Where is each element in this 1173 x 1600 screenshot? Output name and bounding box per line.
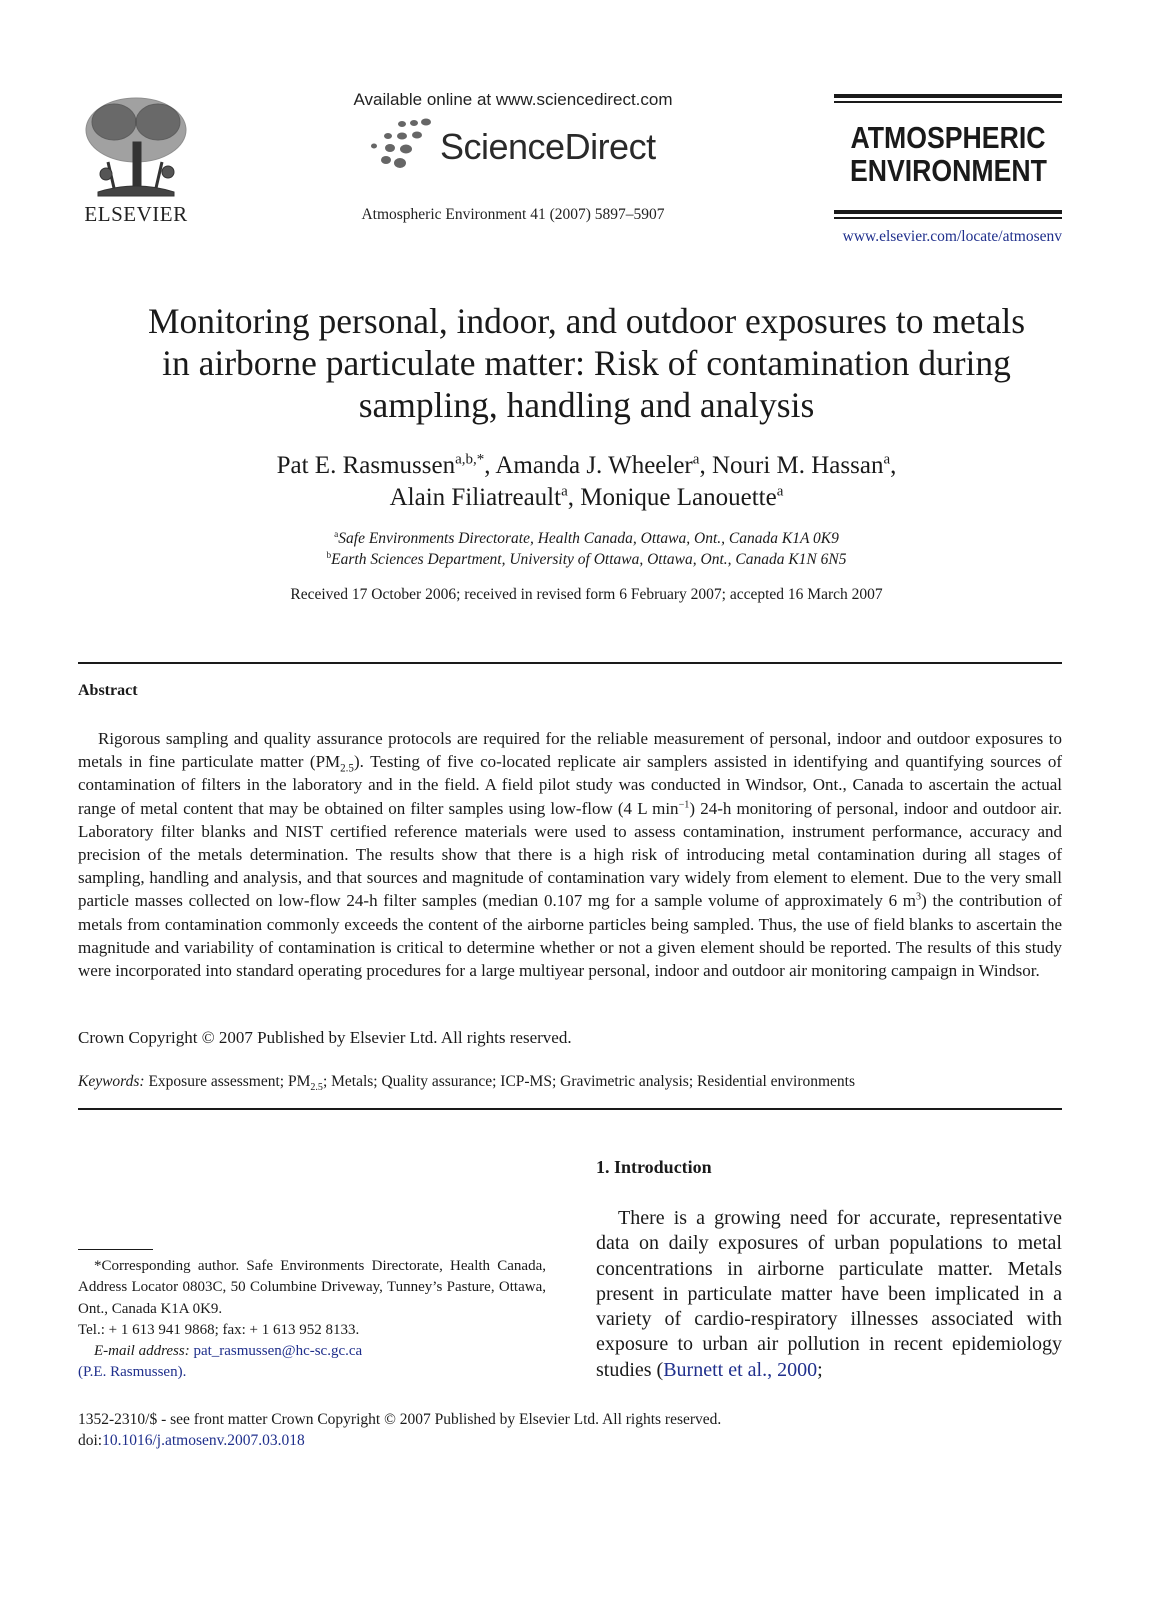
subscript: 2.5: [340, 762, 354, 775]
elsevier-logo: [78, 92, 194, 228]
author-affiliation-mark: a: [561, 483, 568, 500]
affiliation-a: [60, 528, 1113, 549]
abstract-body: [78, 727, 1062, 982]
affiliations: [60, 528, 1113, 570]
masthead-rule-bottom-thin: [834, 217, 1062, 219]
abstract-text-part: ) the contribution of metals from contamination commonly exceeds the content of the airborne particles being sampled. Thus, the use of field blanks to ascertain the magnitude and variability of contamination is critical to determine whether or not a given element should be reported. The results of this study were incorporated into standard operating procedures for a large multiyear personal, indoor and outdoor air monitoring campaign in Windsor.: [78, 891, 1062, 981]
author-separator: ,: [699, 452, 712, 479]
keywords-text: ; Metals; Quality assurance; ICP-MS; Gravimetric analysis; Residential environments: [322, 1073, 856, 1090]
affiliation-mark: b: [326, 550, 332, 561]
journal-masthead: [834, 94, 1062, 187]
publisher-name: ELSEVIER: [84, 202, 188, 226]
author-name[interactable]: Monique Lanouette: [580, 484, 777, 511]
abstract-text-part: ) 24-h monitoring of personal, indoor and outdoor air. Laboratory filter blanks and NIST certified reference materials were used to assess contamination, instrument performance, accuracy and precision of the metals determination. The results show that there is a high risk of introducing metal contamination during all stages of sampling, handling and analysis, and that sources and magnitude of contamination vary widely from element to element. Due to the very small particle masses collected on low-flow 24-h filter samples (median 0.107 mg for a sample volume of approximately 6 m: [78, 798, 1062, 911]
corresponding-author-text: *Corresponding author. Safe Environments Directorate, Health Canada, Address Locator 0803C, 50 Columbine Driveway, Tunney’s Pasture, Ottawa, Ont., Canada K1A 0K9.: [78, 1258, 546, 1317]
title-line: in airborne particulate matter: Risk of contamination during: [162, 343, 1011, 383]
affiliation-mark: a: [334, 529, 339, 540]
footnote-rule: [78, 1249, 153, 1250]
title-line: Monitoring personal, indoor, and outdoor exposures to metals: [147, 301, 1026, 341]
journal-citation: Atmospheric Environment 41 (2007) 5897–5907: [361, 206, 665, 223]
abstract-copyright: Crown Copyright © 2007 Published by Elsevier Ltd. All rights reserved.: [78, 1028, 572, 1047]
affiliation-text: Safe Environments Directorate, Health Canada, Ottawa, Ont., Canada K1A 0K9: [338, 530, 839, 547]
author-name[interactable]: Alain Filiatreault: [389, 484, 562, 511]
author-name[interactable]: Pat E. Rasmussen: [276, 452, 456, 479]
sciencedirect-logo[interactable]: [362, 116, 662, 174]
keywords: [78, 1073, 1062, 1094]
author-affiliation-mark: a: [776, 483, 784, 500]
divider: [78, 1108, 1062, 1110]
elsevier-tree-icon: [78, 92, 194, 200]
author-separator: ,: [890, 452, 897, 479]
subscript: 2.5: [310, 1082, 323, 1094]
superscript: −1: [678, 798, 690, 810]
email-label: E-mail address:: [94, 1343, 190, 1360]
sciencedirect-dots-icon: [362, 116, 438, 172]
abstract-heading: Abstract: [78, 682, 138, 699]
superscript: 3: [916, 891, 922, 903]
masthead-rule-top: [834, 94, 1062, 98]
received-dates: Received 17 October 2006; received in revised form 6 February 2007; accepted 16 March 2007: [290, 586, 883, 603]
masthead-rules-bottom: [834, 210, 1062, 219]
doi-label: doi:: [78, 1432, 103, 1449]
author-line: [60, 482, 1113, 514]
masthead-rule-bottom: [834, 210, 1062, 214]
author-affiliation-mark: a: [692, 451, 700, 468]
introduction-body: [596, 1206, 1062, 1383]
affiliation-b: [60, 549, 1113, 570]
email-line: [78, 1341, 546, 1362]
author-name[interactable]: Nouri M. Hassan: [711, 452, 884, 479]
email-link[interactable]: pat_rasmussen@hc-sc.gc.ca: [193, 1343, 363, 1360]
masthead-rule-top-thin: [834, 101, 1062, 103]
abstract-text-part: ). Testing of five co-located replicate air samplers assisted in identifying and quantifying sources of contamination of filters in the laboratory and in the field. A field pilot study was conducted in Windsor, Ont., Canada to ascertain the actual range of metal content that may be obtained on filter samples using low-flow (4 L min: [78, 752, 1062, 818]
author-name[interactable]: Amanda J. Wheeler: [495, 452, 693, 479]
citation-link[interactable]: Burnett et al., 2000: [663, 1358, 818, 1381]
section-heading-introduction: 1. Introduction: [596, 1157, 712, 1177]
title-line: sampling, handling and analysis: [358, 385, 815, 425]
front-matter-footer: [78, 1409, 721, 1451]
journal-title-line2: ENVIRONMENT: [849, 152, 1047, 188]
intro-punctuation: ;: [817, 1358, 823, 1381]
issn-copyright: 1352-2310/$ - see front matter Crown Copyright © 2007 Published by Elsevier Ltd. All rights reserved.: [78, 1411, 722, 1428]
keywords-text: Exposure assessment; PM: [144, 1073, 311, 1090]
doi-link[interactable]: 10.1016/j.atmosenv.2007.03.018: [102, 1432, 305, 1449]
journal-title-line1: ATMOSPHERIC: [850, 119, 1046, 155]
divider: [78, 662, 1062, 664]
abstract-text-part: Rigorous sampling and quality assurance protocols are required for the reliable measurement of personal, indoor and outdoor exposures to metals in fine particulate matter (PM: [78, 729, 1062, 772]
email-author-name[interactable]: (P.E. Rasmussen).: [78, 1364, 187, 1381]
doi-line: [78, 1430, 721, 1451]
author-affiliation-mark: a: [883, 451, 891, 468]
contact-phone-fax: Tel.: + 1 613 941 9868; fax: + 1 613 952 8133.: [78, 1321, 360, 1338]
sciencedirect-wordmark: ScienceDirect: [440, 126, 656, 167]
author-separator: ,: [484, 452, 496, 479]
author-separator: ,: [567, 484, 581, 511]
keywords-label: Keywords:: [78, 1073, 145, 1090]
affiliation-text: Earth Sciences Department, University of Ottawa, Ottawa, Ont., Canada K1N 6N5: [331, 551, 847, 568]
article-title: [60, 300, 1113, 426]
available-online-text[interactable]: Available online at www.sciencedirect.com: [353, 90, 673, 109]
intro-paragraph: There is a growing need for accurate, representative data on daily exposures of urban populations to metal concentrations in airborne particulate matter. Metals present in particulate matter have been implicated in a variety of cardio-respiratory illnesses associated with exposure to urban air pollution in recent epidemiology studies (: [596, 1207, 1062, 1381]
journal-url-link[interactable]: www.elsevier.com/locate/atmosenv: [842, 228, 1062, 245]
author-line: [60, 450, 1113, 482]
author-affiliation-mark: a,b,*: [455, 451, 485, 468]
author-list: [60, 450, 1113, 514]
corresponding-author-footnote: [78, 1256, 546, 1384]
